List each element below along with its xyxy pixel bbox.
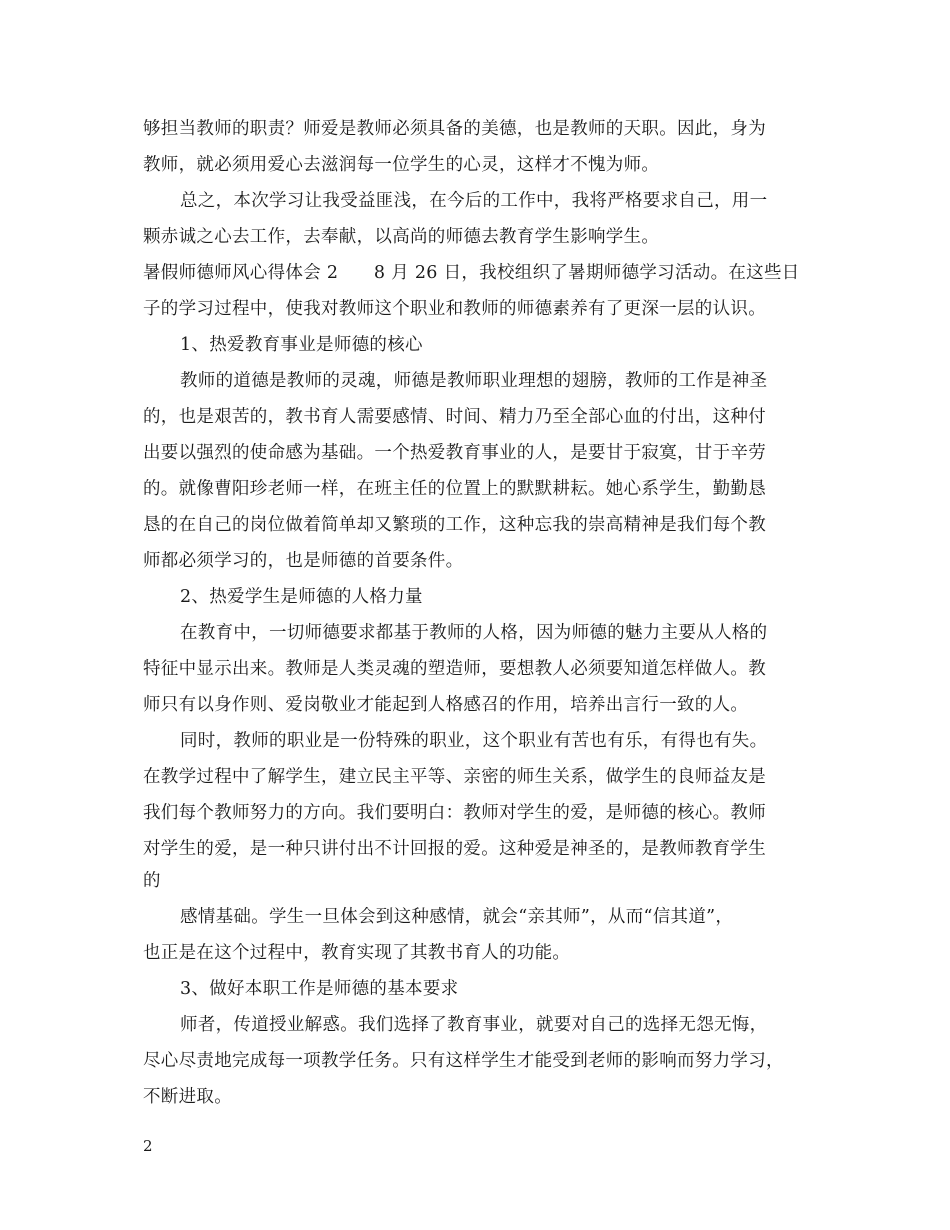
text-line: 教师的道德是教师的灵魂，师德是教师职业理想的翅膀，教师的工作是神圣 — [180, 371, 768, 391]
text-line: 不断进取。 — [143, 1087, 232, 1107]
text-line: 颗赤诚之心去工作，去奉献，以高尚的师德去教育学生影响学生。 — [143, 227, 660, 247]
text-line: 暑假师德师风心得体会 2 8 月 26 日，我校组织了暑期师德学习活动。在这些日 — [143, 263, 800, 283]
section-heading: 3、做好本职工作是师德的基本要求 — [180, 979, 459, 999]
text-line: 师只有以身作则、爱岗敬业才能起到人格感召的作用，培养出言行一致的人。 — [143, 695, 749, 715]
text-line: 对学生的爱，是一种只讲付出不计回报的爱。这种爱是神圣的，是教师教育学生 — [143, 839, 766, 859]
text-line: 感情基础。学生一旦体会到这种感情，就会“亲其师”，从而“信其道”， — [180, 907, 734, 927]
section-heading: 2、热爱学生是师德的人格力量 — [180, 587, 423, 607]
text-line: 教师，就必须用爱心去滋润每一位学生的心灵，这样才不愧为师。 — [143, 155, 660, 175]
page-number: 2 — [143, 1137, 153, 1155]
text-line: 同时，教师的职业是一份特殊的职业，这个职业有苦也有乐，有得也有失。 — [180, 731, 768, 751]
text-line: 总之，本次学习让我受益匪浅，在今后的工作中，我将严格要求自己，用一 — [180, 191, 768, 211]
text-line: 师都必须学习的，也是师德的首要条件。 — [143, 551, 464, 571]
text-line: 的，也是艰苦的，教书育人需要感情、时间、精力乃至全部心血的付出，这种付 — [143, 407, 766, 427]
text-line: 师者，传道授业解惑。我们选择了教育事业，就要对自己的选择无怨无悔， — [180, 1015, 768, 1035]
text-line: 也正是在这个过程中，教育实现了其教书育人的功能。 — [143, 943, 571, 963]
text-line: 的。就像曹阳珍老师一样，在班主任的位置上的默默耕耘。她心系学生，勤勤恳 — [143, 479, 766, 499]
text-line: 在教学过程中了解学生，建立民主平等、亲密的师生关系，做学生的良师益友是 — [143, 767, 766, 787]
text-line: 我们每个教师努力的方向。我们要明白：教师对学生的爱，是师德的核心。教师 — [143, 803, 766, 823]
text-line: 出要以强烈的使命感为基础。一个热爱教育事业的人，是要甘于寂寞，甘于辛劳 — [143, 443, 766, 463]
text-line: 子的学习过程中，使我对教师这个职业和教师的师德素养有了更深一层的认识。 — [143, 299, 766, 319]
text-line: 特征中显示出来。教师是人类灵魂的塑造师，要想教人必须要知道怎样做人。教 — [143, 659, 766, 679]
text-line: 的 — [143, 871, 161, 891]
text-line: 够担当教师的职责？师爱是教师必须具备的美德，也是教师的天职。因此，身为 — [143, 119, 766, 139]
text-line: 恳的在自己的岗位做着简单却又繁琐的工作，这种忘我的崇高精神是我们每个教 — [143, 515, 766, 535]
section-heading: 1、热爱教育事业是师德的核心 — [180, 335, 423, 355]
text-line: 尽心尽责地完成每一项教学任务。只有这样学生才能受到老师的影响而努力学习， — [143, 1051, 784, 1071]
text-line: 在教育中，一切师德要求都基于教师的人格，因为师德的魅力主要从人格的 — [180, 623, 768, 643]
